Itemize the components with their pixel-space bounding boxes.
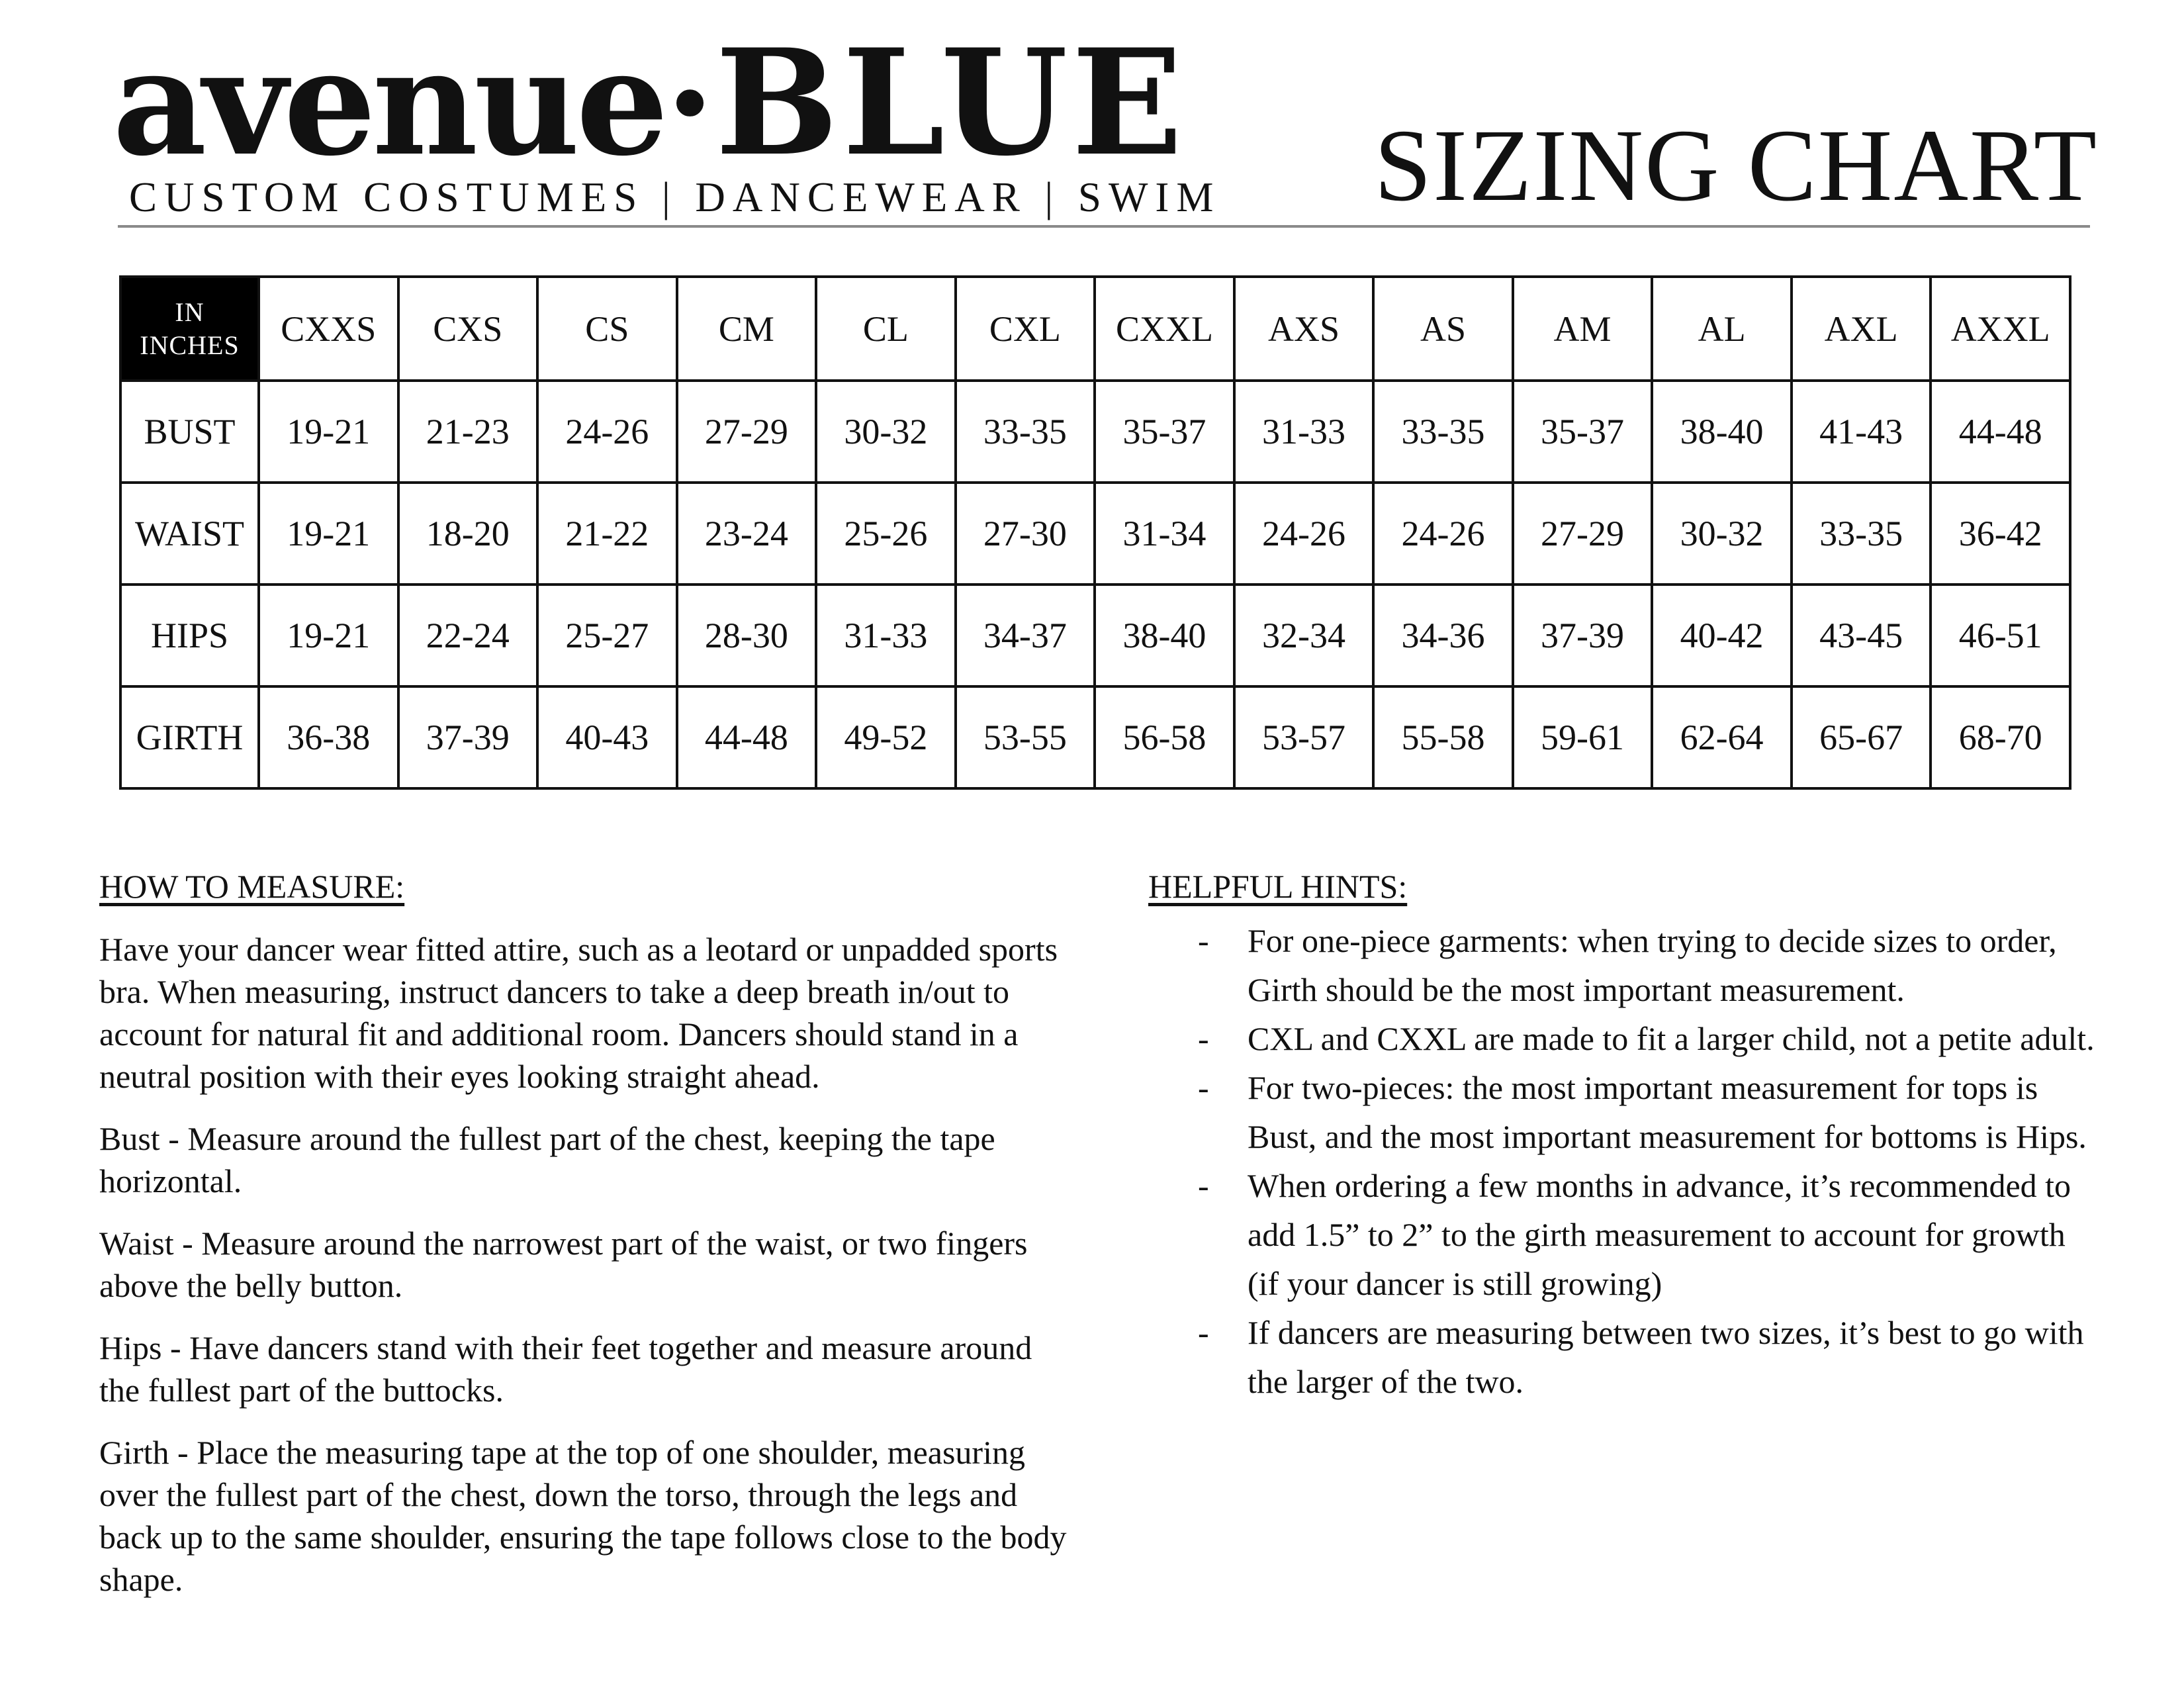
- hint-text: CXL and CXXL are made to fit a larger child, not a petite adult.: [1248, 1020, 2095, 1057]
- row-label: WAIST: [120, 483, 259, 585]
- table-cell: 46-51: [1931, 585, 2070, 686]
- hint-text: For one-piece garments: when trying to decide sizes to order, Girth should be the most important measurement.: [1248, 922, 2057, 1008]
- page-title: SIZING CHART: [1374, 108, 2098, 222]
- table-cell: 34-37: [956, 585, 1095, 686]
- helpful-hints-list: [1191, 916, 2105, 1406]
- table-cell: 36-42: [1931, 483, 2070, 585]
- table-cell: 68-70: [1931, 686, 2070, 788]
- table-cell: 43-45: [1792, 585, 1931, 686]
- row-label: BUST: [120, 381, 259, 483]
- table-cell: 53-55: [956, 686, 1095, 788]
- brand-tagline: CUSTOM COSTUMES | DANCEWEAR | SWIM: [129, 174, 1221, 220]
- table-cell: 33-35: [956, 381, 1095, 483]
- helpful-hints-heading: HELPFUL HINTS:: [1148, 868, 1408, 905]
- measure-bust-paragraph: Bust - Measure around the fullest part of the chest, keeping the tape horizontal.: [99, 1120, 995, 1199]
- bullet-dash: -: [1198, 1314, 1209, 1351]
- table-cell: 22-24: [398, 585, 538, 686]
- size-header: CXS: [398, 277, 538, 381]
- table-cell: 40-43: [537, 686, 677, 788]
- how-to-measure-section: [99, 928, 1079, 1620]
- size-header: CS: [537, 277, 677, 381]
- brand-separator: ·: [664, 17, 715, 188]
- table-cell: 32-34: [1234, 585, 1374, 686]
- table-cell: 23-24: [677, 483, 817, 585]
- table-cell: 19-21: [259, 381, 398, 483]
- size-header: AS: [1373, 277, 1513, 381]
- table-cell: 19-21: [259, 585, 398, 686]
- bullet-dash: -: [1198, 1020, 1209, 1057]
- table-cell: 35-37: [1513, 381, 1653, 483]
- size-header: CL: [816, 277, 956, 381]
- bullet-dash: -: [1198, 1167, 1209, 1204]
- table-cell: 33-35: [1792, 483, 1931, 585]
- list-item: [1191, 1014, 2105, 1063]
- table-cell: 33-35: [1373, 381, 1513, 483]
- row-label: HIPS: [120, 585, 259, 686]
- table-row-girth: [120, 686, 2070, 788]
- table-cell: 30-32: [816, 381, 956, 483]
- header-divider: [118, 225, 2090, 228]
- sizing-table: [119, 275, 2071, 790]
- table-cell: 44-48: [677, 686, 817, 788]
- size-header: CXXL: [1095, 277, 1234, 381]
- table-cell: 24-26: [537, 381, 677, 483]
- table-cell: 28-30: [677, 585, 817, 686]
- table-cell: 27-29: [1513, 483, 1653, 585]
- table-cell: 25-27: [537, 585, 677, 686]
- row-label: GIRTH: [120, 686, 259, 788]
- size-header: AXS: [1234, 277, 1374, 381]
- table-row-waist: [120, 483, 2070, 585]
- list-item: [1191, 1308, 2105, 1406]
- table-cell: 53-57: [1234, 686, 1374, 788]
- table-cell: 27-30: [956, 483, 1095, 585]
- table-cell: 34-36: [1373, 585, 1513, 686]
- size-header: AM: [1513, 277, 1653, 381]
- table-cell: 31-33: [816, 585, 956, 686]
- table-cell: 55-58: [1373, 686, 1513, 788]
- table-cell: 24-26: [1373, 483, 1513, 585]
- list-item: [1191, 916, 2105, 1014]
- table-cell: 49-52: [816, 686, 956, 788]
- table-cell: 25-26: [816, 483, 956, 585]
- table-cell: 56-58: [1095, 686, 1234, 788]
- bullet-dash: -: [1198, 1069, 1209, 1106]
- size-header: AL: [1652, 277, 1792, 381]
- hint-text: If dancers are measuring between two sizes, it’s best to go with the larger of the two.: [1248, 1314, 2084, 1400]
- table-cell: 44-48: [1931, 381, 2070, 483]
- hint-text: When ordering a few months in advance, it’s recommended to add 1.5” to 2” to the girth measurement to account for growth (if your dancer is still growing): [1248, 1167, 2071, 1302]
- size-header: AXXL: [1931, 277, 2070, 381]
- table-cell: 24-26: [1234, 483, 1374, 585]
- table-cell: 41-43: [1792, 381, 1931, 483]
- brand-name-part2: BLUE: [715, 17, 1187, 188]
- table-cell: 18-20: [398, 483, 538, 585]
- table-cell: 59-61: [1513, 686, 1653, 788]
- size-header: CXXS: [259, 277, 398, 381]
- list-item: [1191, 1161, 2105, 1308]
- table-cell: 19-21: [259, 483, 398, 585]
- table-cell: 38-40: [1652, 381, 1792, 483]
- units-header-cell: [120, 277, 259, 381]
- table-cell: 40-42: [1652, 585, 1792, 686]
- table-cell: 31-33: [1234, 381, 1374, 483]
- hint-text: For two-pieces: the most important measurement for tops is Bust, and the most important measurement for bottoms is Hips.: [1248, 1069, 2087, 1155]
- brand-name-part1: avenue: [113, 17, 665, 188]
- table-cell: 37-39: [1513, 585, 1653, 686]
- table-row-hips: [120, 585, 2070, 686]
- table-cell: 35-37: [1095, 381, 1234, 483]
- table-cell: 65-67: [1792, 686, 1931, 788]
- table-cell: 27-29: [677, 381, 817, 483]
- size-header-row: [120, 277, 2070, 381]
- measure-hips-paragraph: Hips - Have dancers stand with their feet together and measure around the fullest part of the buttocks.: [99, 1329, 1032, 1409]
- units-line-2: INCHES: [140, 330, 240, 360]
- table-cell: 38-40: [1095, 585, 1234, 686]
- table-cell: 37-39: [398, 686, 538, 788]
- table-cell: 31-34: [1095, 483, 1234, 585]
- size-header: CM: [677, 277, 817, 381]
- table-cell: 21-22: [537, 483, 677, 585]
- units-line-1: IN: [175, 297, 205, 327]
- table-cell: 62-64: [1652, 686, 1792, 788]
- how-to-measure-heading: HOW TO MEASURE:: [99, 868, 405, 905]
- table-cell: 36-38: [259, 686, 398, 788]
- size-header: CXL: [956, 277, 1095, 381]
- list-item: [1191, 1063, 2105, 1161]
- measure-waist-paragraph: Waist - Measure around the narrowest part of the waist, or two fingers above the belly button.: [99, 1225, 1028, 1304]
- table-cell: 30-32: [1652, 483, 1792, 585]
- table-row-bust: [120, 381, 2070, 483]
- measure-intro-paragraph: Have your dancer wear fitted attire, such as a leotard or unpadded sports bra. When measuring, instruct dancers to take a deep breath in/out to account for natural fit and additional room. Dancers should stand in a neutral position with their eyes looking straight ahead.: [99, 931, 1058, 1095]
- brand-logo: [113, 17, 1205, 188]
- size-header: AXL: [1792, 277, 1931, 381]
- table-cell: 21-23: [398, 381, 538, 483]
- bullet-dash: -: [1198, 922, 1209, 959]
- measure-girth-paragraph: Girth - Place the measuring tape at the top of one shoulder, measuring over the fullest part of the chest, down the torso, through the legs and back up to the same shoulder, ensuring the tape follows close to the body shape.: [99, 1434, 1067, 1598]
